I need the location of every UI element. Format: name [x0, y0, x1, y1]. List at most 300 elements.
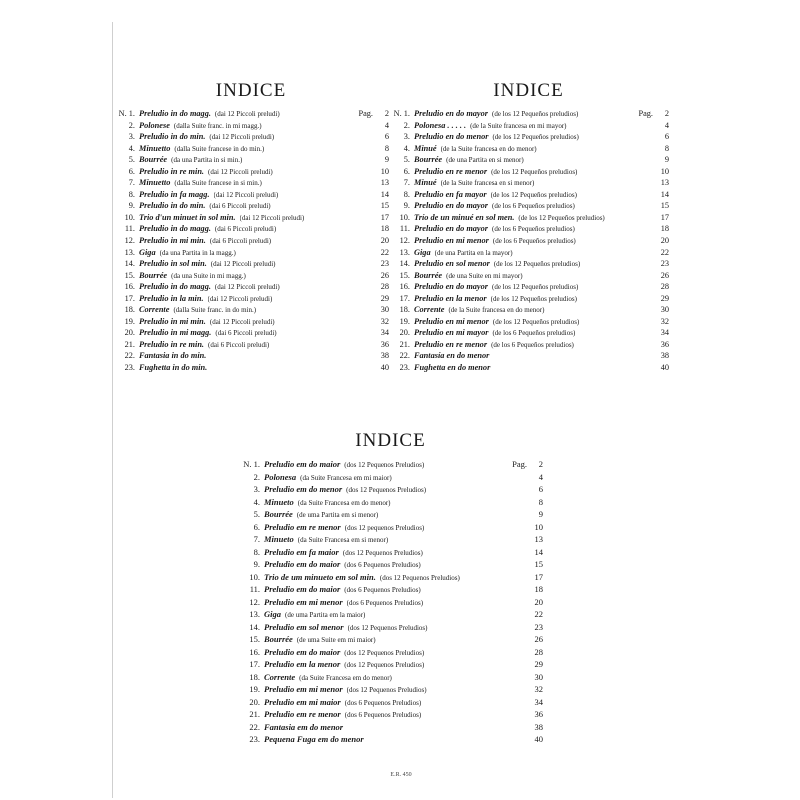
entry-number: 4.: [253, 496, 260, 507]
entry-source: (de la Suite francesa en do menor): [448, 306, 545, 315]
entry-title: Preludio en fa mayor: [414, 189, 487, 199]
index-entry: [113, 293, 389, 305]
entry-number: 5.: [253, 509, 260, 519]
entry-source: (dos 12 Pequenos Preludios): [346, 686, 427, 694]
entry-page-number: 26: [534, 634, 543, 644]
entry-page-number: 40: [660, 363, 669, 373]
entry-page-number: 10: [380, 166, 389, 176]
entry-title: Bourrée: [264, 634, 293, 644]
entry-page-number: 6: [384, 132, 389, 142]
entry-source: (dai 12 Piccoli preludi): [210, 260, 276, 269]
entry-page-number: 4: [538, 471, 543, 482]
entry-title: Fantasía en do menor: [414, 351, 490, 361]
entry-source: (dai 12 Piccoli preludi): [209, 133, 275, 142]
entry-page-number: 8: [538, 496, 543, 507]
index-entry: [388, 143, 669, 155]
index-entry: [238, 633, 543, 646]
entry-number: 11.: [399, 224, 410, 234]
entry-number: 2.: [403, 120, 410, 130]
entry-page-number: 28: [534, 646, 543, 657]
index-title: INDICE: [355, 430, 426, 451]
entry-page-number: 8: [664, 143, 669, 153]
entry-source: (dalla Suite francese in do min.): [174, 144, 265, 153]
entry-source: (dos 12 Pequenos Preludios): [342, 548, 423, 557]
entry-page-number: 28: [380, 282, 389, 292]
entry-number: 14.: [399, 259, 410, 269]
entry-number: 21.: [124, 339, 135, 349]
entry-source: (de los 12 Pequeños preludios): [492, 133, 579, 142]
entry-title: Preludio en do mayor: [414, 201, 488, 211]
entry-title: Corrente: [264, 671, 296, 682]
index-entry: [388, 281, 669, 293]
entry-page-number: 6: [664, 132, 669, 142]
entry-title: Preludio en do mayor: [414, 282, 488, 292]
entry-title: Preludio em do maior: [264, 584, 341, 594]
entry-page-number: 34: [534, 696, 543, 707]
entry-title: Preludio in la min.: [139, 293, 204, 303]
index-entry: [238, 483, 543, 496]
entry-source: (dos 6 Pequenos Preludios): [346, 598, 424, 607]
index-entry: [388, 177, 669, 189]
index-entry: [113, 200, 389, 212]
entry-title: Preludio em fa maior: [264, 546, 339, 557]
index-entry: [238, 471, 543, 484]
index-title: INDICE: [215, 80, 287, 101]
entry-source: (dai 12 Piccoli preludi): [214, 110, 280, 118]
page-label: Pag.: [638, 109, 653, 118]
entry-source: (da una Suite in mi magg.): [171, 271, 246, 280]
entry-page-number: 14: [380, 189, 389, 199]
entry-number: 20.: [124, 328, 135, 338]
entry-number: N. 1.: [118, 109, 135, 118]
entry-title: Preludio em sol menor: [264, 621, 344, 632]
entry-title: Preludio em mi maior: [264, 696, 341, 707]
entry-title: Preludio em mi menor: [264, 596, 343, 607]
index-entry: [388, 316, 669, 328]
entry-number: 19.: [399, 316, 410, 326]
entry-source: (de los 12 Pequeños preludios): [490, 190, 577, 199]
entry-page-number: 8: [384, 143, 389, 153]
entry-number: 2.: [253, 471, 260, 482]
index-entry: [113, 166, 389, 178]
entry-page-number: 22: [660, 247, 669, 257]
entry-source: (da Suite Francesa em do menor): [297, 498, 391, 507]
entry-number: 8.: [253, 546, 260, 557]
entry-title: Giga: [139, 247, 156, 257]
entry-title: Trio d'un minuet in sol min.: [139, 212, 236, 222]
entry-page-number: 32: [534, 684, 543, 694]
entry-number: 18.: [399, 305, 410, 315]
entry-source: (dai 12 Piccoli preludi): [213, 190, 279, 199]
entry-title: Minué: [414, 178, 437, 188]
entry-source: (dos 12 Pequenos Preludios): [347, 623, 428, 632]
entry-number: 3.: [253, 484, 260, 494]
entry-title: Trio de um minueto em sol min.: [264, 571, 376, 582]
entry-page-number: 20: [660, 236, 669, 246]
entry-title: Preludio en mi menor: [414, 316, 489, 326]
entry-number: 20.: [249, 696, 260, 707]
entry-source: (de los 12 Pequeños preludios): [493, 260, 581, 269]
entry-source: (dos 12 Pequenos Preludios): [344, 648, 425, 657]
entry-number: 10.: [249, 571, 260, 582]
index-entry: [238, 546, 543, 559]
index-entry: [238, 671, 543, 684]
entry-page-number: 15: [660, 201, 669, 211]
entry-number: 15.: [124, 270, 135, 280]
page-label: Pag.: [512, 459, 527, 469]
entry-number: 11.: [124, 224, 135, 234]
entry-title: Preludio em mi menor: [264, 684, 343, 694]
index-entry: [238, 508, 543, 521]
entry-number: 15.: [399, 270, 410, 280]
entry-number: 5.: [403, 155, 410, 165]
index-entry: [388, 293, 669, 305]
entry-source: (de los 12 Pequeños preludios): [518, 213, 605, 222]
entry-number: 20.: [399, 328, 410, 338]
entry-page-number: 18: [380, 224, 389, 234]
entry-number: 4.: [128, 143, 135, 153]
entry-source: (de los 12 Pequeños preludios): [491, 167, 578, 176]
edition-number: E.R. 450: [390, 772, 412, 778]
entry-source: (dai 6 Piccoli preludi): [209, 202, 271, 211]
entry-number: 22.: [399, 351, 410, 361]
entry-page-number: 17: [380, 212, 389, 222]
entry-page-number: 17: [534, 571, 543, 582]
entry-number: 13.: [249, 609, 260, 619]
entry-source: (de los 12 Pequeños preludios): [492, 317, 580, 326]
entry-number: 15.: [249, 634, 260, 644]
entry-source: (dai 6 Piccoli preludi): [208, 340, 270, 349]
index-entry: [113, 177, 389, 189]
entry-source: (de los 6 Pequeños preludios): [492, 237, 576, 246]
entry-page-number: 10: [534, 521, 543, 532]
index-entry: [388, 350, 669, 362]
entry-number: 14.: [249, 621, 260, 632]
entry-page-number: 18: [534, 584, 543, 594]
entry-number: 4.: [403, 143, 410, 153]
index-entry: [388, 166, 669, 178]
entry-page-number: 22: [380, 247, 389, 257]
entry-title: Preludio en mi mayor: [414, 328, 489, 338]
index-entry: [388, 108, 669, 120]
index-entry: [388, 270, 669, 282]
entry-page-number: 15: [534, 559, 543, 569]
entry-number: 13.: [124, 247, 135, 257]
entry-page-number: 2: [664, 109, 669, 118]
score-page: [112, 22, 689, 798]
entry-title: Preludio in do min.: [139, 201, 206, 211]
entry-source: (dos 6 Pequenos Preludios): [344, 586, 421, 594]
entry-number: 9.: [403, 201, 410, 211]
entry-number: 3.: [128, 132, 135, 142]
index-entry: [238, 558, 543, 571]
entry-source: (de uma Suite em mi maior): [296, 636, 376, 644]
entry-page-number: 26: [660, 270, 669, 280]
entry-page-number: 32: [660, 316, 669, 326]
entry-title: Preludio en mi menor: [414, 236, 489, 246]
entry-number: 17.: [399, 293, 410, 303]
entry-title: Preludio en re menor: [414, 166, 488, 176]
entry-title: Fantasia in do min.: [139, 351, 207, 361]
index-entry: [388, 200, 669, 212]
entry-source: (dos 12 Pequenos Preludios): [344, 461, 425, 469]
entry-title: Corrente: [414, 305, 445, 315]
index-entry: [113, 212, 389, 224]
index-entry: [388, 258, 669, 270]
index-entry: [113, 189, 389, 201]
entry-source: (de los 12 Pequeños preludios): [491, 283, 579, 292]
entry-source: (dai 6 Piccoli preludi): [215, 329, 277, 338]
entry-source: (de la Suite francesa en mi mayor): [470, 121, 567, 130]
entry-number: 23.: [124, 363, 135, 373]
entry-number: 17.: [249, 659, 260, 669]
entry-page-number: 23: [380, 259, 389, 269]
entry-number: 8.: [403, 189, 410, 199]
entry-number: 21.: [249, 709, 260, 719]
entry-page-number: 36: [660, 339, 669, 349]
entry-page-number: 13: [534, 534, 543, 544]
entry-page-number: 23: [660, 259, 669, 269]
index-entry: [113, 108, 389, 120]
entry-source: (da Suite Francesa em mi maior): [300, 473, 392, 482]
entry-number: 17.: [124, 293, 135, 303]
entry-number: 21.: [399, 339, 410, 349]
index-entries: [238, 458, 543, 746]
entry-title: Bourrée: [264, 509, 293, 519]
entry-title: Minuetto: [139, 143, 171, 153]
entry-number: 16.: [399, 282, 410, 292]
entry-title: Preludio in do magg.: [139, 109, 211, 118]
entry-source: (de los 6 Pequeños preludios): [491, 202, 575, 211]
entry-title: Preludio en re menor: [414, 339, 488, 349]
index-entry: [113, 304, 389, 316]
index-entry: [238, 583, 543, 596]
entry-title: Preludio in mi min.: [139, 316, 206, 326]
entry-title: Preludio en do mayor: [414, 224, 488, 234]
entry-page-number: 26: [380, 270, 389, 280]
entry-number: 10.: [399, 212, 410, 222]
entry-source: (de una Partita en si menor): [446, 156, 524, 165]
index-entry: [113, 281, 389, 293]
index-entry: [238, 458, 543, 471]
entry-number: 2.: [128, 120, 135, 130]
entry-page-number: 6: [538, 484, 543, 494]
entry-title: Preludio em do maior: [264, 646, 341, 657]
entry-number: 16.: [124, 282, 135, 292]
index-entry: [113, 362, 389, 374]
entry-source: (dai 12 Piccoli preludi): [214, 283, 280, 292]
index-entry: [238, 646, 543, 659]
index-entry: [238, 658, 543, 671]
entry-source: (de los 6 Pequeños preludios): [491, 225, 575, 234]
index-entry: [113, 120, 389, 132]
index-entry: [388, 189, 669, 201]
entry-page-number: 22: [534, 609, 543, 619]
entry-title: Bourrée: [139, 155, 168, 165]
entry-number: 18.: [124, 305, 135, 315]
index-entries: [388, 108, 669, 374]
entry-title: Bourrée: [414, 155, 443, 165]
index-entry: [388, 304, 669, 316]
entry-source: (de uma Partita em si menor): [296, 511, 379, 519]
entry-source: (dos 12 Pequenos Preludios): [379, 573, 460, 582]
entry-page-number: 40: [380, 363, 389, 373]
index-entry: [238, 733, 543, 746]
entry-source: (de uma Partita em la maior): [285, 611, 366, 619]
index-entry: [238, 521, 543, 534]
entry-page-number: 36: [534, 709, 543, 719]
entry-page-number: 34: [660, 328, 669, 338]
entry-title: Preludio in re min.: [139, 339, 205, 349]
entry-title: Preludio in do min.: [139, 132, 206, 142]
entry-source: (de los 12 Pequeños preludios): [490, 294, 577, 303]
entry-page-number: 23: [534, 621, 543, 632]
entry-number: 12.: [249, 596, 260, 607]
index-entry: [238, 496, 543, 509]
entry-number: 12.: [124, 236, 135, 246]
entry-page-number: 9: [384, 155, 389, 165]
index-entries: [113, 108, 389, 374]
index-italian: [113, 80, 389, 374]
entry-number: N. 1.: [243, 459, 260, 469]
entry-source: (dai 12 Piccoli preludi): [208, 167, 273, 176]
entry-number: 7.: [253, 534, 260, 544]
entry-number: 9.: [128, 201, 135, 211]
index-entry: [388, 131, 669, 143]
entry-page-number: 13: [660, 178, 669, 188]
entry-number: N. 1.: [393, 109, 410, 118]
index-entry: [388, 223, 669, 235]
entry-page-number: 29: [534, 659, 543, 669]
entry-source: (dalla Suite franc. in do min.): [173, 306, 257, 315]
entry-source: (de la Suite francesa en do menor): [440, 144, 537, 153]
entry-source: (dalla Suite franc. in mi magg.): [173, 121, 262, 130]
entry-source: (da una Partita in si min.): [171, 156, 243, 165]
entry-number: 18.: [249, 671, 260, 682]
index-entry: [113, 327, 389, 339]
entry-title: Preludio en sol menor: [414, 259, 490, 269]
entry-source: (de la Suite francesa en si menor): [440, 179, 535, 188]
entry-number: 6.: [403, 166, 410, 176]
entry-page-number: 38: [534, 721, 543, 732]
entry-page-number: 34: [380, 328, 389, 338]
entry-title: Bourrée: [414, 270, 443, 280]
entry-title: Preludio in do magg.: [139, 224, 211, 234]
entry-page-number: 14: [660, 189, 669, 199]
entry-title: Preludio in re min.: [139, 166, 205, 176]
entry-page-number: 9: [664, 155, 669, 165]
entry-page-number: 32: [380, 316, 389, 326]
index-entry: [238, 696, 543, 709]
index-entry: [238, 533, 543, 546]
entry-title: Polonese: [139, 120, 170, 130]
entry-source: (dai 12 Piccoli preludi): [239, 213, 305, 222]
entry-title: Preludio em do menor: [264, 484, 343, 494]
entry-page-number: 9: [538, 509, 543, 519]
entry-page-number: 38: [380, 351, 389, 361]
entry-number: 6.: [253, 521, 260, 532]
index-spanish: [388, 80, 669, 374]
index-entry: [388, 154, 669, 166]
entry-page-number: 28: [660, 282, 669, 292]
entry-page-number: 10: [660, 166, 669, 176]
entry-number: 8.: [128, 189, 135, 199]
entry-source: (dos 6 Pequenos Preludios): [344, 711, 422, 719]
entry-source: (dos 6 Pequenos Preludios): [344, 698, 422, 707]
entry-page-number: 30: [534, 671, 543, 682]
entry-number: 6.: [128, 166, 135, 176]
entry-number: 19.: [249, 684, 260, 694]
index-entry: [238, 721, 543, 734]
entry-title: Preludio em la menor: [264, 659, 341, 669]
entry-source: (dai 6 Piccoli preludi): [214, 225, 277, 234]
entry-source: (dalla Suite francese in si min.): [174, 179, 262, 188]
index-entry: [388, 247, 669, 259]
index-entry: [238, 621, 543, 634]
entry-title: Minué: [414, 143, 437, 153]
entry-title: Preludio en la menor: [414, 293, 487, 303]
page-label: Pag.: [358, 109, 373, 118]
entry-title: Fughetta en do menor: [414, 363, 491, 373]
entry-page-number: 2: [384, 109, 389, 118]
entry-title: Preludio em do maior: [264, 459, 341, 469]
entry-title: Preludio en do menor: [414, 132, 489, 142]
entry-title: Corrente: [139, 305, 170, 315]
entry-number: 10.: [124, 212, 135, 222]
entry-source: (da una Partita in la magg.): [159, 248, 236, 257]
index-entry: [388, 362, 669, 374]
entry-page-number: 30: [660, 305, 669, 315]
entry-number: 3.: [403, 132, 410, 142]
entry-page-number: 38: [660, 351, 669, 361]
entry-page-number: 40: [534, 734, 543, 744]
entry-title: Preludio in do magg.: [139, 282, 211, 292]
entry-title: Giga: [264, 609, 281, 619]
index-entry: [238, 683, 543, 696]
index-entry: [238, 571, 543, 584]
entry-source: (de una Suite en mi mayor): [446, 271, 523, 280]
entry-title: Preludio in mi min.: [139, 236, 206, 246]
entry-page-number: 18: [660, 224, 669, 234]
index-entry: [238, 596, 543, 609]
entry-number: 12.: [399, 236, 410, 246]
entry-title: Bourrée: [139, 270, 168, 280]
index-entry: [113, 247, 389, 259]
entry-title: Preludio em do maior: [264, 559, 341, 569]
index-entry: [113, 350, 389, 362]
entry-title: Minuetto: [139, 178, 171, 188]
index-entry: [113, 270, 389, 282]
index-entry: [113, 235, 389, 247]
entry-source: (dai 6 Piccoli preludi): [209, 237, 272, 246]
entry-page-number: 30: [380, 305, 389, 315]
index-entry: [113, 223, 389, 235]
entry-source: (dos 12 Pequenos Preludios): [346, 486, 427, 494]
entry-title: Minueto: [264, 534, 294, 544]
entry-number: 22.: [124, 351, 135, 361]
entry-source: (dos 12 Pequenos Preludios): [344, 661, 425, 669]
entry-title: Giga: [414, 247, 431, 257]
entry-number: 9.: [253, 559, 260, 569]
index-entry: [388, 339, 669, 351]
entry-source: (dai 12 Piccoli preludi): [207, 294, 273, 303]
index-entry: [238, 708, 543, 721]
entry-number: 23.: [399, 363, 410, 373]
index-entry: [113, 258, 389, 270]
entry-source: (dai 12 Piccoli preludi): [209, 317, 275, 326]
index-entry: [113, 339, 389, 351]
index-title: INDICE: [493, 80, 564, 101]
